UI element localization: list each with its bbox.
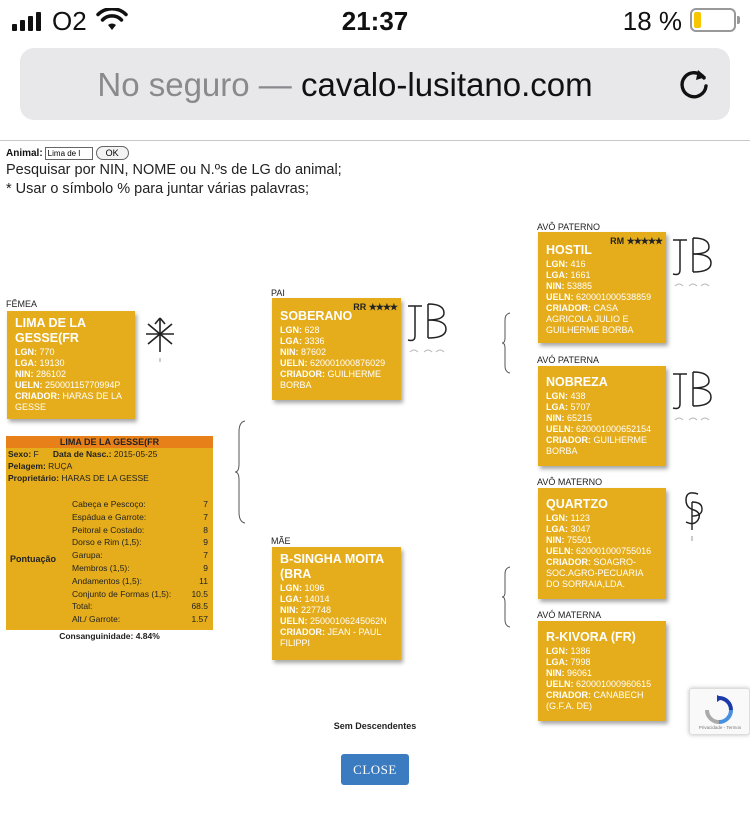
score-value: 10.5 — [191, 588, 208, 599]
score-value: 9 — [203, 537, 208, 548]
relation-label-mae: MÃE — [271, 536, 291, 546]
lga-value: 3336 — [304, 336, 325, 346]
rating-code: RR — [353, 302, 367, 312]
score-label: Andamentos (1,5): — [72, 575, 142, 586]
score-value: 7 — [203, 499, 208, 509]
score-row — [72, 588, 208, 601]
url-display[interactable] — [20, 66, 670, 104]
battery-level — [694, 12, 701, 28]
lgn-label: LGN: — [280, 325, 302, 335]
pedigree-brace — [501, 312, 511, 374]
score-row — [72, 562, 208, 575]
relation-label-femea: FÊMEA — [6, 299, 38, 309]
breeder-brand-icon — [678, 488, 708, 544]
lgn-value: 1096 — [304, 583, 325, 593]
score-value: 9 — [203, 562, 208, 573]
pontuacao-label: Pontuação — [10, 554, 57, 564]
score-row — [72, 575, 208, 588]
proprietario-label: Proprietário: — [8, 473, 60, 483]
ueln-value: 620001000876029 — [310, 358, 386, 368]
horse-info-box — [6, 436, 213, 630]
score-row — [72, 511, 208, 524]
nasc-value: 2015-05-25 — [113, 449, 158, 459]
score-row — [72, 613, 208, 626]
lgn-label: LGN: — [546, 259, 568, 269]
horse-card-avo-materno[interactable] — [538, 488, 666, 599]
lgn-value: 1123 — [570, 513, 590, 523]
proprietario-value: HARAS DE LA GESSE — [61, 473, 149, 483]
status-bar — [0, 0, 750, 40]
lga-label: LGA: — [546, 524, 568, 534]
search-form — [6, 146, 129, 160]
close-button[interactable]: CLOSE — [341, 754, 409, 785]
info-title: LIMA DE LA GESSE(FR — [6, 436, 213, 448]
sexo-label: Sexo: — [8, 449, 32, 459]
breeder-brand-icon — [404, 300, 450, 356]
nin-value: 96061 — [567, 668, 593, 678]
rating-badge — [610, 236, 662, 247]
url-domain: cavalo-lusitano.com — [300, 66, 593, 103]
criador-value: GUILHERME BORBA — [546, 435, 648, 456]
horse-name: B-SINGHA MOITA (BRA — [280, 552, 384, 581]
score-label: Membros (1,5): — [72, 562, 130, 573]
animal-search-input[interactable] — [45, 147, 93, 160]
horse-card-pai[interactable] — [272, 298, 401, 400]
ueln-value: 25000115770994P — [45, 380, 121, 390]
score-label: Cabeça e Pescoço: — [72, 499, 146, 509]
criador-label: CRIADOR: — [546, 435, 591, 445]
nin-value: 286102 — [36, 369, 67, 379]
score-value: 7 — [203, 550, 208, 561]
score-row — [72, 524, 208, 537]
criador-label: CRIADOR: — [280, 369, 325, 379]
lgn-value: 770 — [39, 347, 55, 357]
lga-value: 3047 — [570, 524, 591, 534]
nin-label: NIN: — [280, 605, 299, 615]
score-table — [72, 498, 208, 626]
horse-card-avo-materna[interactable] — [538, 621, 666, 721]
score-row — [72, 536, 208, 549]
relation-label-avo-paterno: AVÔ PATERNO — [537, 222, 601, 232]
score-value: 68.5 — [191, 601, 208, 612]
score-label: Peitoral e Costado: — [72, 524, 145, 535]
criador-label: CRIADOR: — [546, 690, 591, 700]
lga-value: 1661 — [570, 270, 591, 280]
lga-value: 7998 — [570, 657, 591, 667]
lga-value: 5707 — [570, 402, 591, 412]
nin-label: NIN: — [15, 369, 34, 379]
rating-code: RM — [610, 236, 625, 246]
criador-value: SOAGRO-SOC.AGRO-PECUARIA DO SORRAIA,LDA. — [546, 557, 644, 589]
ueln-label: UELN: — [15, 380, 43, 390]
ueln-value: 620001000538859 — [576, 292, 652, 302]
ueln-value: 25000106245062N — [310, 616, 387, 626]
not-secure-label: No seguro — — [97, 66, 292, 103]
criador-value: CANABECH (G.F.A. DE) — [546, 690, 644, 711]
rating-badge — [353, 302, 397, 313]
score-value: 1.57 — [191, 614, 208, 625]
nin-value: 87602 — [301, 347, 327, 357]
recaptcha-badge[interactable] — [689, 688, 750, 735]
nin-value: 65215 — [567, 413, 593, 423]
search-hint-2: * Usar o símbolo % para juntar várias palavras; — [6, 181, 310, 197]
recaptcha-icon — [704, 695, 734, 725]
lga-label: LGA: — [280, 336, 302, 346]
clock: 21:37 — [341, 6, 409, 36]
criador-value: CASA AGRICOLA JULIO E GUILHERME BORBA — [546, 303, 634, 335]
horse-name: LIMA DE LA GESSE(FR — [15, 316, 86, 345]
score-label: Dorso e Rim (1,5): — [72, 537, 142, 548]
horse-name: NOBREZA — [546, 375, 608, 389]
breeder-brand-icon — [142, 314, 178, 364]
score-row — [72, 600, 208, 613]
sexo-value: F — [33, 449, 39, 459]
criador-label: CRIADOR: — [546, 557, 591, 567]
relation-label-avo-paterna: AVÓ PATERNA — [537, 355, 600, 365]
lgn-value: 628 — [304, 325, 320, 335]
horse-card-main[interactable] — [7, 311, 135, 419]
ueln-label: UELN: — [280, 616, 308, 626]
lgn-label: LGN: — [546, 391, 568, 401]
ueln-label: UELN: — [546, 546, 574, 556]
horse-name: SOBERANO — [280, 309, 353, 323]
criador-label: CRIADOR: — [546, 303, 591, 313]
lgn-label: LGN: — [546, 513, 568, 523]
ueln-value: 620001000960615 — [576, 679, 652, 689]
battery-icon — [690, 8, 736, 32]
nin-value: 227748 — [301, 605, 332, 615]
criador-value: HARAS DE LA GESSE — [15, 391, 122, 412]
score-value: 11 — [199, 575, 208, 586]
lgn-value: 1386 — [570, 646, 591, 656]
horse-card-avo-paterno[interactable] — [538, 232, 666, 343]
horse-name: QUARTZO — [546, 497, 608, 511]
nasc-label: Data de Nasc.: — [52, 449, 112, 459]
score-row — [72, 549, 208, 562]
lgn-value: 438 — [570, 391, 586, 401]
lgn-label: LGN: — [280, 583, 302, 593]
score-value: 8 — [203, 524, 208, 535]
criador-label: CRIADOR: — [15, 391, 60, 401]
lgn-label: LGN: — [546, 646, 568, 656]
relation-label-pai: PAI — [271, 288, 285, 298]
lga-value: 14014 — [304, 594, 330, 604]
score-label: Conjunto de Formas (1,5): — [72, 588, 172, 599]
nin-label: NIN: — [546, 668, 565, 678]
lga-label: LGA: — [280, 594, 302, 604]
horse-card-mae[interactable] — [272, 547, 401, 660]
lga-label: LGA: — [546, 657, 568, 667]
relation-label-avo-materno: AVÔ MATERNO — [537, 477, 603, 487]
battery-percentage: 18 % — [622, 6, 682, 36]
animal-label: Animal: — [6, 147, 43, 159]
lga-label: LGA: — [546, 270, 568, 280]
reload-icon[interactable] — [674, 64, 714, 104]
score-label: Alt./ Garrote: — [72, 614, 121, 625]
ueln-label: UELN: — [546, 679, 574, 689]
horse-name: R-KIVORA (FR) — [546, 630, 636, 644]
rating-stars-icon: ★★★★ — [368, 302, 397, 312]
lgn-label: LGN: — [15, 347, 37, 357]
search-hint-1: Pesquisar por NIN, NOME ou N.ºs de LG do animal; — [6, 162, 342, 178]
criador-value: GUILHERME BORBA — [280, 369, 382, 390]
horse-name: HOSTIL — [546, 243, 592, 257]
relation-label-avo-materna: AVÓ MATERNA — [537, 610, 602, 620]
consanguinidade: Consanguinidade: 4.84% — [59, 631, 160, 641]
nin-value: 53885 — [567, 281, 593, 291]
lgn-value: 416 — [570, 259, 586, 269]
sem-descendentes: Sem Descendentes — [333, 721, 417, 731]
horse-card-avo-paterna[interactable] — [538, 366, 666, 466]
ueln-value: 620001000652154 — [576, 424, 652, 434]
nin-label: NIN: — [546, 281, 565, 291]
ueln-value: 620001000755016 — [576, 546, 652, 556]
nin-label: NIN: — [546, 413, 565, 423]
carrier-name: O2 — [52, 6, 87, 36]
breeder-brand-icon — [669, 234, 715, 290]
score-label: Total: — [72, 601, 93, 612]
score-label: Espádua e Garrote: — [72, 511, 147, 522]
nin-label: NIN: — [280, 347, 299, 357]
lga-label: LGA: — [546, 402, 568, 412]
rating-stars-icon: ★★★★★ — [626, 236, 662, 246]
pedigree-brace — [501, 566, 511, 628]
ueln-label: UELN: — [546, 292, 574, 302]
score-value: 7 — [203, 511, 208, 522]
lga-label: LGA: — [15, 358, 37, 368]
toolbar-divider — [0, 140, 750, 141]
ueln-label: UELN: — [546, 424, 574, 434]
criador-label: CRIADOR: — [280, 627, 325, 637]
address-bar[interactable] — [20, 48, 730, 120]
score-row — [72, 498, 208, 511]
nin-label: NIN: — [546, 535, 565, 545]
breeder-brand-icon — [669, 368, 715, 424]
criador-value: JEAN - PAUL FILIPPI — [280, 627, 382, 648]
lga-value: 19130 — [39, 358, 65, 368]
nin-value: 75501 — [567, 535, 593, 545]
ueln-label: UELN: — [280, 358, 308, 368]
ok-button[interactable]: OK — [96, 146, 129, 160]
pelagem-value: RUÇA — [48, 461, 73, 471]
pedigree-brace — [234, 420, 246, 524]
score-label: Garupa: — [72, 550, 103, 561]
pelagem-label: Pelagem: — [8, 461, 46, 471]
recaptcha-links[interactable]: Privacidade - Termos — [698, 725, 742, 730]
